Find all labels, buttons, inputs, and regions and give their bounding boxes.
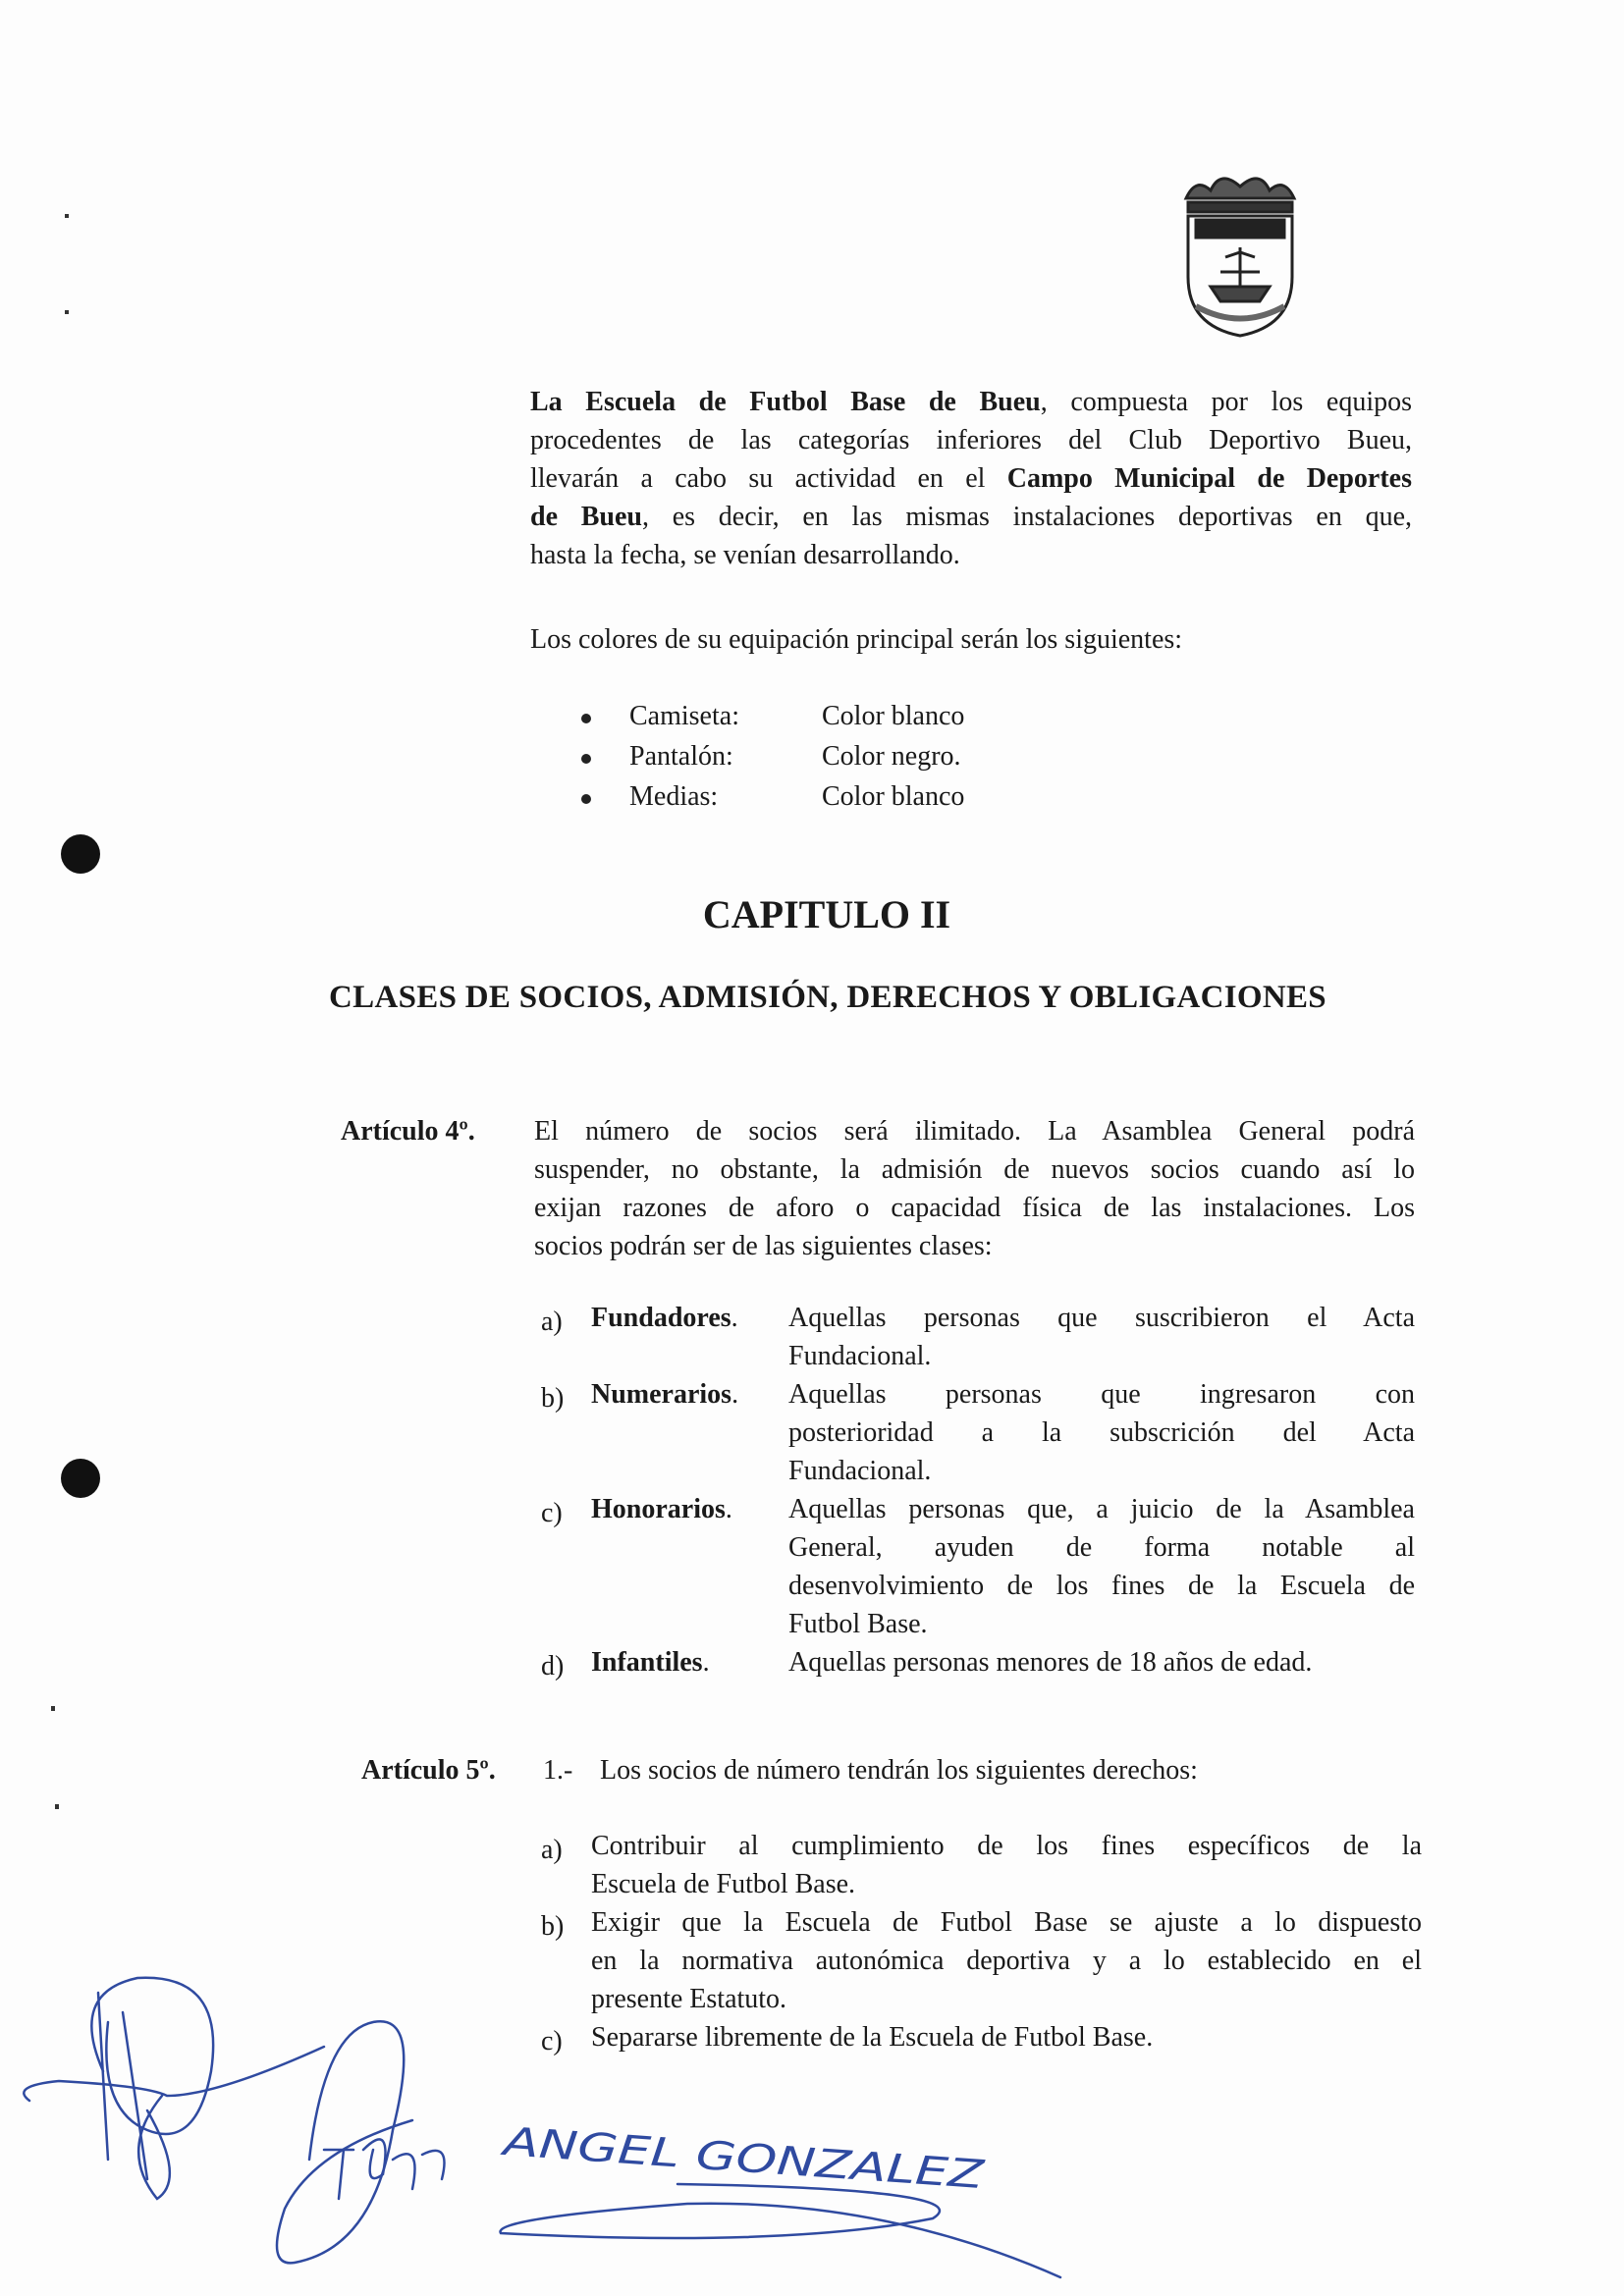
signature-text: ANGEL GONZALEZ — [502, 2119, 869, 2190]
member-class-name: Numerarios — [591, 1379, 732, 1410]
text: Exigir que la Escuela de Futbol Base se ajuste a lo dispuesto — [591, 1907, 1422, 1938]
text-line — [591, 1903, 1422, 1942]
article-5-intro: Los socios de número tendrán los siguientes derechos: — [600, 1755, 1198, 1786]
text: hasta la fecha, se venían desarrollando. — [530, 540, 960, 570]
text-line — [788, 1490, 1415, 1528]
text: llevarán a cabo su actividad en el — [530, 463, 1007, 494]
text-line — [534, 1150, 1415, 1189]
text-line — [788, 1528, 1415, 1567]
text: General, ayuden de forma notable al — [788, 1532, 1415, 1563]
item-letter: b) — [541, 1383, 565, 1414]
text: Contribuir al cumplimiento de los fines específicos de la — [591, 1831, 1422, 1861]
text-line — [530, 536, 1412, 574]
text: Escuela de Futbol Base. — [591, 1869, 856, 1899]
text: suspender, no obstante, la admisión de nuevos socios cuando así lo — [534, 1154, 1415, 1185]
text: Fundacional. — [788, 1456, 932, 1486]
member-class-term: Honorarios. — [591, 1494, 732, 1524]
municipal-crest-logo — [1166, 169, 1314, 347]
text-line — [788, 1414, 1415, 1452]
kit-value: Color blanco — [822, 701, 965, 731]
text: Separarse libremente de la Escuela de Futbol Base. — [591, 2022, 1154, 2053]
right-description — [591, 1827, 1422, 1903]
intro-paragraph — [530, 383, 1412, 574]
text: Aquellas personas que, a juicio de la Asamblea — [788, 1494, 1415, 1524]
text-line — [534, 1112, 1415, 1150]
text-line — [788, 1567, 1415, 1605]
text-line — [788, 1299, 1415, 1337]
text-line — [530, 383, 1412, 421]
text: Aquellas personas menores de 18 años de edad. — [788, 1647, 1313, 1678]
text: presente Estatuto. — [591, 1984, 787, 2014]
text: exijan razones de aforo o capacidad física de las instalaciones. Los — [534, 1193, 1415, 1223]
article-5-number: 1.- — [543, 1755, 573, 1786]
member-class-description — [788, 1299, 1415, 1375]
text: Aquellas personas que ingresaron con — [788, 1379, 1415, 1410]
text-line — [788, 1605, 1415, 1643]
scan-mark — [65, 214, 69, 218]
bullet-icon — [581, 754, 591, 764]
text: , es decir, en las mismas instalaciones deportivas en que, — [642, 502, 1413, 532]
item-letter: d) — [541, 1651, 565, 1682]
bold-text: Campo Municipal de Deportes — [1006, 463, 1412, 494]
text: posterioridad a la subscrición del Acta — [788, 1417, 1415, 1448]
item-letter: c) — [541, 2026, 563, 2056]
bold-text: de Bueu — [530, 502, 642, 532]
item-letter: b) — [541, 1911, 565, 1942]
member-class-name: Honorarios — [591, 1494, 726, 1524]
member-class-description — [788, 1375, 1415, 1490]
text: Aquellas personas que suscribieron el Acta — [788, 1303, 1415, 1333]
text-line — [530, 459, 1412, 498]
member-class-name: Infantiles — [591, 1647, 703, 1678]
punch-hole — [61, 834, 100, 874]
member-class-term: Numerarios. — [591, 1379, 739, 1410]
item-letter: c) — [541, 1498, 563, 1528]
article-4-body — [534, 1112, 1415, 1265]
member-class-term: Infantiles. — [591, 1647, 710, 1678]
scan-mark — [51, 1706, 55, 1711]
text-line — [788, 1643, 1415, 1682]
bullet-icon — [581, 714, 591, 723]
kit-label: Camiseta: — [629, 701, 739, 731]
text-line — [534, 1227, 1415, 1265]
scan-mark — [55, 1804, 59, 1809]
text: en la normativa autonómica deportiva y a lo establecido en el — [591, 1946, 1422, 1976]
text-line — [534, 1189, 1415, 1227]
colors-intro: Los colores de su equipación principal serán los siguientes: — [530, 624, 1183, 655]
member-class-description — [788, 1490, 1415, 1643]
scan-mark — [65, 310, 69, 314]
text-line — [788, 1452, 1415, 1490]
text-line — [788, 1375, 1415, 1414]
text: Futbol Base. — [788, 1609, 928, 1639]
chapter-title: CAPITULO II — [702, 892, 951, 936]
chapter-subtitle: CLASES DE SOCIOS, ADMISIÓN, DERECHOS Y OBLIGACIONES — [329, 980, 1326, 1015]
kit-label: Pantalón: — [629, 741, 733, 772]
bold-text: La Escuela de Futbol Base de Bueu — [530, 387, 1041, 417]
member-class-name: Fundadores — [591, 1303, 731, 1333]
text-line — [788, 1337, 1415, 1375]
text-line — [530, 421, 1412, 459]
text-line — [530, 498, 1412, 536]
kit-label: Medias: — [629, 781, 719, 812]
article-5-label: Artículo 5º. — [361, 1755, 496, 1786]
signature — [0, 1953, 1178, 2296]
text: El número de socios será ilimitado. La Asamblea General podrá — [534, 1116, 1415, 1147]
kit-value: Color blanco — [822, 781, 965, 812]
article-4-label: Artículo 4º. — [341, 1116, 475, 1147]
bullet-icon — [581, 794, 591, 804]
member-class-description — [788, 1643, 1415, 1682]
text: procedentes de las categorías inferiores del Club Deportivo Bueu, — [530, 425, 1412, 455]
item-letter: a) — [541, 1835, 563, 1865]
text: Fundacional. — [788, 1341, 932, 1371]
member-class-term: Fundadores. — [591, 1303, 738, 1333]
text: , compuesta por los equipos — [1040, 387, 1412, 417]
text-line — [591, 1865, 1422, 1903]
text: desenvolvimiento de los fines de la Escuela de — [788, 1571, 1415, 1601]
text-line — [591, 1827, 1422, 1865]
text: socios podrán ser de las siguientes clases: — [534, 1231, 993, 1261]
punch-hole — [61, 1459, 100, 1498]
kit-value: Color negro. — [822, 741, 961, 772]
item-letter: a) — [541, 1307, 563, 1337]
